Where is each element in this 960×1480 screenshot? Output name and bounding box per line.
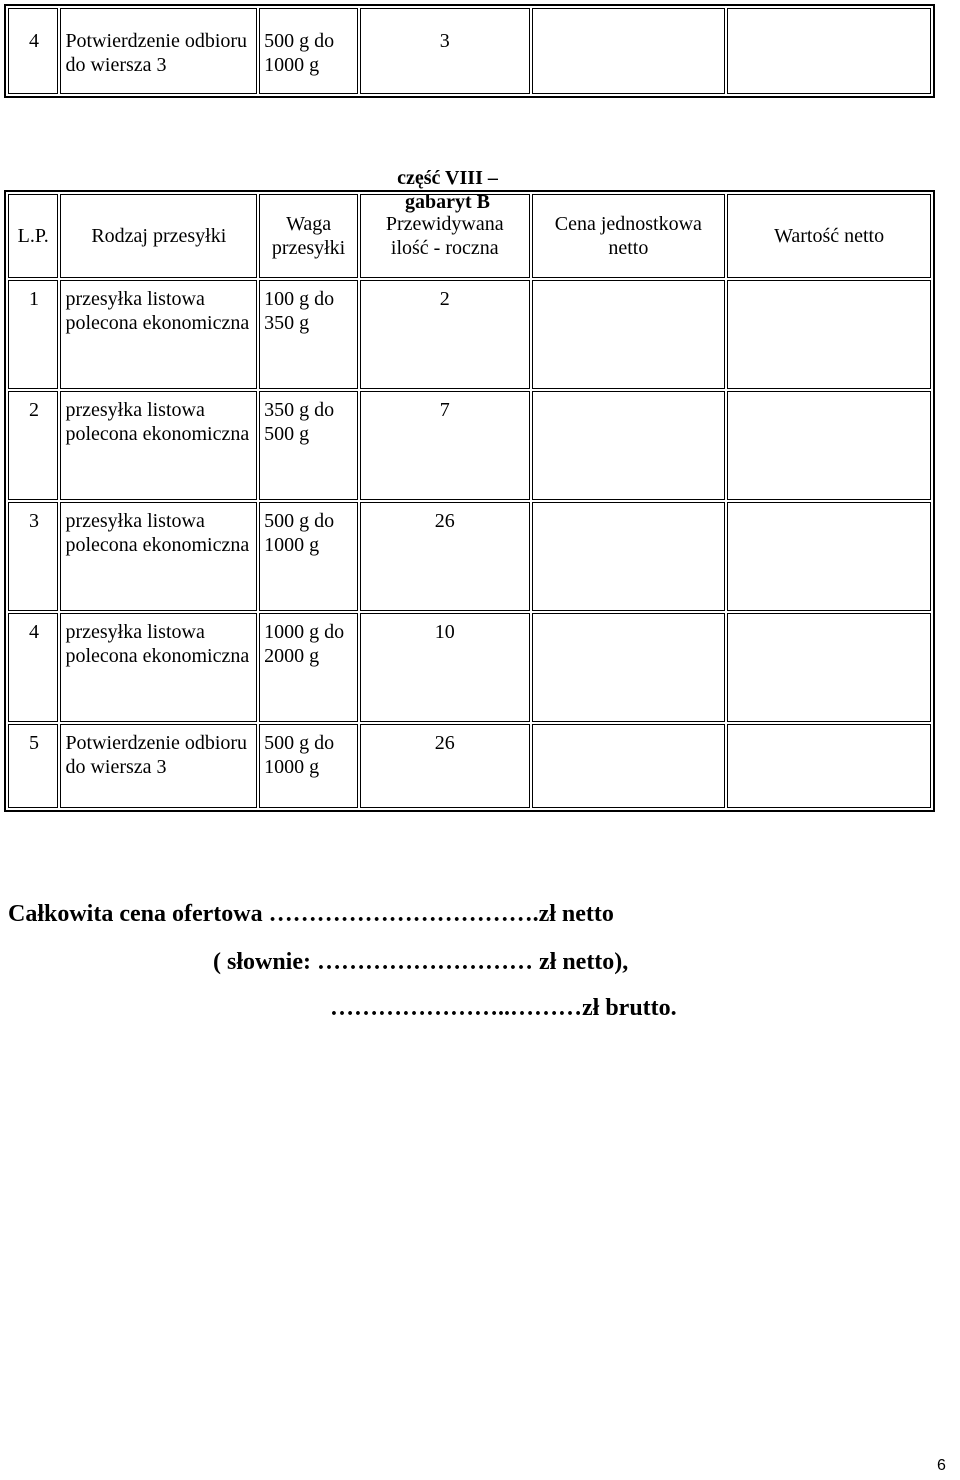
lp-cell: 4	[8, 8, 58, 94]
lp-cell: 5	[8, 724, 58, 808]
quantity-cell: 10	[360, 613, 529, 722]
price-table	[4, 190, 935, 812]
price-cell	[532, 8, 726, 94]
shipment-type-cell: przesyłka listowa polecona ekonomiczna	[60, 280, 257, 389]
header-type: Rodzaj przesyłki	[60, 194, 257, 278]
value-cell[interactable]	[727, 613, 931, 722]
table-row	[8, 613, 931, 722]
gross-price-line: …………………..………zł brutto.	[330, 995, 677, 1021]
quantity-cell: 3	[360, 8, 529, 94]
price-cell[interactable]	[532, 724, 726, 808]
amount-in-words-line: ( słownie: ……………………… zł netto),	[213, 949, 629, 975]
table-row	[8, 724, 931, 808]
quantity-cell: 7	[360, 391, 529, 500]
header-lp: L.P.	[8, 194, 58, 278]
part-title: część VIII – gabaryt B	[397, 167, 498, 213]
shipment-type-cell: Potwierdzenie odbioru do wiersza 3	[60, 8, 257, 94]
weight-cell: 1000 g do 2000 g	[259, 613, 358, 722]
lp-cell: 1	[8, 280, 58, 389]
value-cell[interactable]	[727, 502, 931, 611]
weight-cell: 350 g do 500 g	[259, 391, 358, 500]
weight-cell: 500 g do 1000 g	[259, 724, 358, 808]
shipment-type-cell: przesyłka listowa polecona ekonomiczna	[60, 613, 257, 722]
quantity-cell: 26	[360, 502, 529, 611]
table-row	[8, 8, 931, 94]
page-number: 6	[937, 1457, 946, 1474]
price-cell[interactable]	[532, 391, 726, 500]
quantity-cell: 26	[360, 724, 529, 808]
lp-cell: 4	[8, 613, 58, 722]
table-row	[8, 502, 931, 611]
weight-cell: 500 g do 1000 g	[259, 502, 358, 611]
total-offer-price-line: Całkowita cena ofertowa …………………………….zł netto	[8, 901, 614, 927]
weight-cell: 500 g do 1000 g	[259, 8, 358, 94]
value-cell[interactable]	[727, 391, 931, 500]
value-cell[interactable]	[727, 280, 931, 389]
lp-cell: 2	[8, 391, 58, 500]
value-cell[interactable]	[727, 724, 931, 808]
previous-table-last-row	[4, 4, 935, 98]
header-net-value: Wartość netto	[727, 194, 931, 278]
header-quantity: Przewidywana ilość - roczna	[360, 194, 529, 278]
header-unit-price: Cena jednostkowa netto	[532, 194, 726, 278]
table-row	[8, 391, 931, 500]
value-cell	[727, 8, 931, 94]
quantity-cell: 2	[360, 280, 529, 389]
price-cell[interactable]	[532, 502, 726, 611]
price-cell[interactable]	[532, 280, 726, 389]
header-weight: Waga przesyłki	[259, 194, 358, 278]
shipment-type-cell: przesyłka listowa polecona ekonomiczna	[60, 502, 257, 611]
shipment-type-cell: Potwierdzenie odbioru do wiersza 3	[60, 724, 257, 808]
lp-cell: 3	[8, 502, 58, 611]
table-row	[8, 280, 931, 389]
shipment-type-cell: przesyłka listowa polecona ekonomiczna	[60, 391, 257, 500]
table-header-row	[8, 194, 931, 278]
price-cell[interactable]	[532, 613, 726, 722]
weight-cell: 100 g do 350 g	[259, 280, 358, 389]
